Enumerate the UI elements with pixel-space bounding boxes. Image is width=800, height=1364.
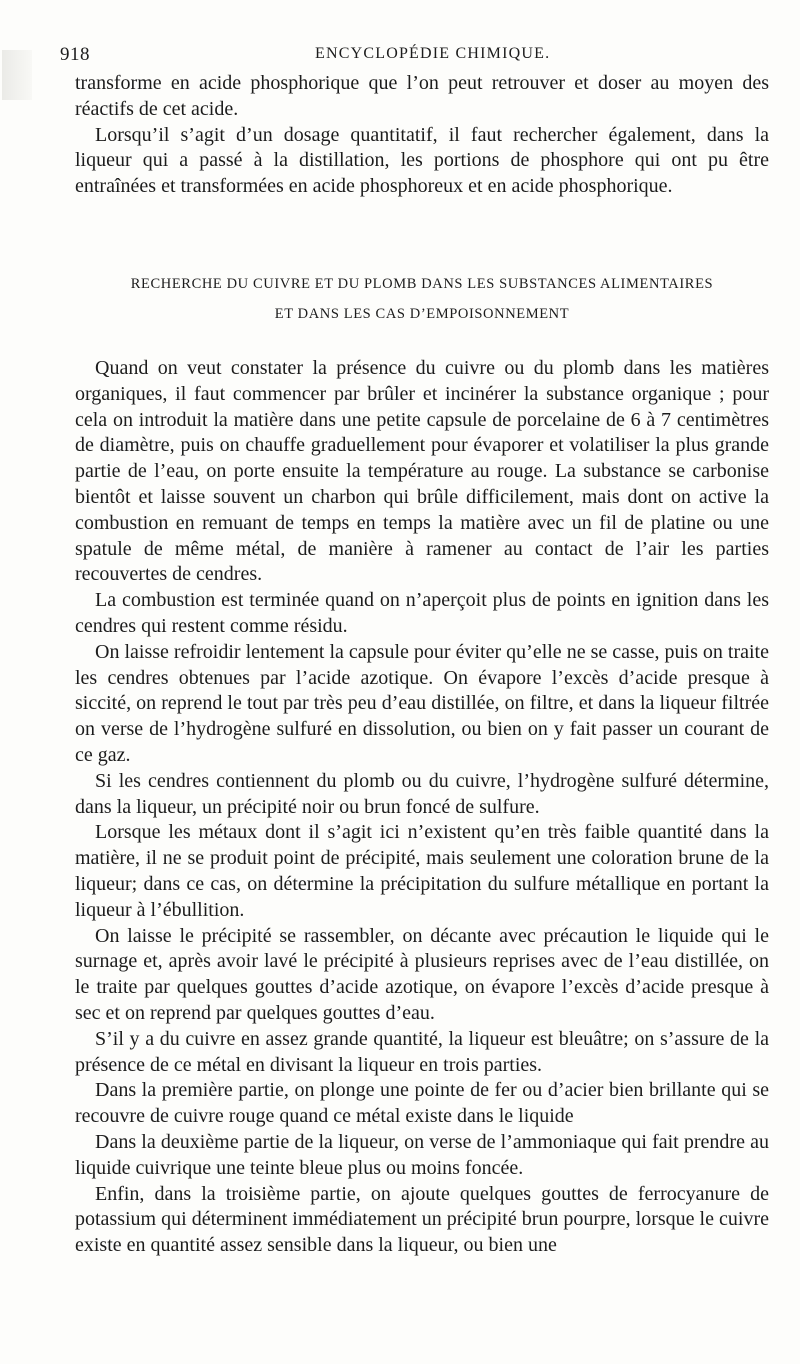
paragraph: Lorsqu’il s’agit d’un dosage quantitatif, il faut rechercher également, dans la liqueur qui a passé à la distillation, les portions de phosphore qui ont pu être entraînées et transformées en acide phosphoreux et en acide phosphorique. — [75, 123, 769, 198]
page-number: 918 — [60, 44, 90, 65]
running-head: ENCYCLOPÉDIE CHIMIQUE. — [315, 45, 551, 62]
paragraph: On laisse refroidir lentement la capsule pour éviter qu’elle ne se casse, puis on traite les cendres obtenues par l’acide azotique. On évapore l’excès d’acide presque à siccité, on reprend le tout par très peu d’eau distillée, on filtre, et dans la liqueur filtrée on verse de l’hydrogène sulfuré en dissolution, ou bien on y fait passer un courant de ce gaz. — [75, 640, 769, 766]
paragraph: transforme en acide phosphorique que l’on peut retrouver et doser au moyen des réactifs de cet acide. — [75, 72, 769, 120]
paragraph: Dans la première partie, on plonge une pointe de fer ou d’acier bien brillante qui se recouvre de cuivre rouge quand ce métal existe dans le liquide — [75, 1079, 769, 1128]
intro-text — [75, 71, 769, 200]
paragraph: Enfin, dans la troisième partie, on ajoute quelques gouttes de ferrocyanure de potassium qui déterminent immédiatement un précipité brun pourpre, lorsque le cuivre existe en quantité assez sensible dans la liqueur, ou bien une — [75, 1182, 769, 1257]
paragraph: Dans la deuxième partie de la liqueur, on verse de l’ammoniaque qui fait prendre au liquide cuivrique une teinte bleue plus ou moins foncée. — [75, 1130, 769, 1179]
paragraph: Si les cendres contiennent du plomb ou du cuivre, l’hydrogène sulfuré détermine, dans la liqueur, un précipité noir ou brun foncé de sulfure. — [75, 769, 769, 818]
paragraph: S’il y a du cuivre en assez grande quantité, la liqueur est bleuâtre; on s’assure de la présence de ce métal en divisant la liqueur en trois parties. — [75, 1027, 769, 1076]
section-title — [75, 269, 769, 329]
page-header — [60, 44, 760, 68]
paragraph: La combustion est terminée quand on n’aperçoit plus de points en ignition dans les cendres qui restent comme résidu. — [75, 589, 769, 637]
scan-edge-mark — [2, 50, 32, 100]
paragraph: On laisse le précipité se rassembler, on décante avec précaution le liquide qui le surnage et, après avoir lavé le précipité à plusieurs reprises avec de l’eau distillée, on le traite par quelques gouttes d’acide azotique, on évapore l’excès d’acide presque à sec et on reprend par quelques gouttes d’eau. — [75, 924, 769, 1024]
paragraph: Lorsque les métaux dont il s’agit ici n’existent qu’en très faible quantité dans la matière, il ne se produit point de précipité, mais seulement une coloration brune de la liqueur; dans ce cas, on détermine la précipitation du sulfure métallique en portant la liqueur à l’ébullition. — [75, 821, 769, 921]
section-title-line: ET DANS LES CAS D’EMPOISONNEMENT — [274, 306, 570, 322]
section-title-line: RECHERCHE DU CUIVRE ET DU PLOMB DANS LES SUBSTANCES ALIMENTAIRES — [130, 276, 714, 292]
paragraph: Quand on veut constater la présence du cuivre ou du plomb dans les matières organiques, il faut commencer par brûler et incinérer la substance organique ; pour cela on introduit la matière dans une petite capsule de porcelaine de 6 à 7 centimètres de diamètre, puis on chauffe graduellement pour évaporer et volatiliser la plus grande partie de l’eau, on porte ensuite la température au rouge. La substance se carbonise bientôt et laisse souvent un charbon qui brûle difficilement, mais dont on active la combustion en remuant de temps en temps la matière avec un fil de platine ou une spatule de même métal, de manière à ramener au contact de l’air les parties recouvertes de cendres. — [75, 357, 769, 586]
section-body — [75, 356, 769, 1259]
